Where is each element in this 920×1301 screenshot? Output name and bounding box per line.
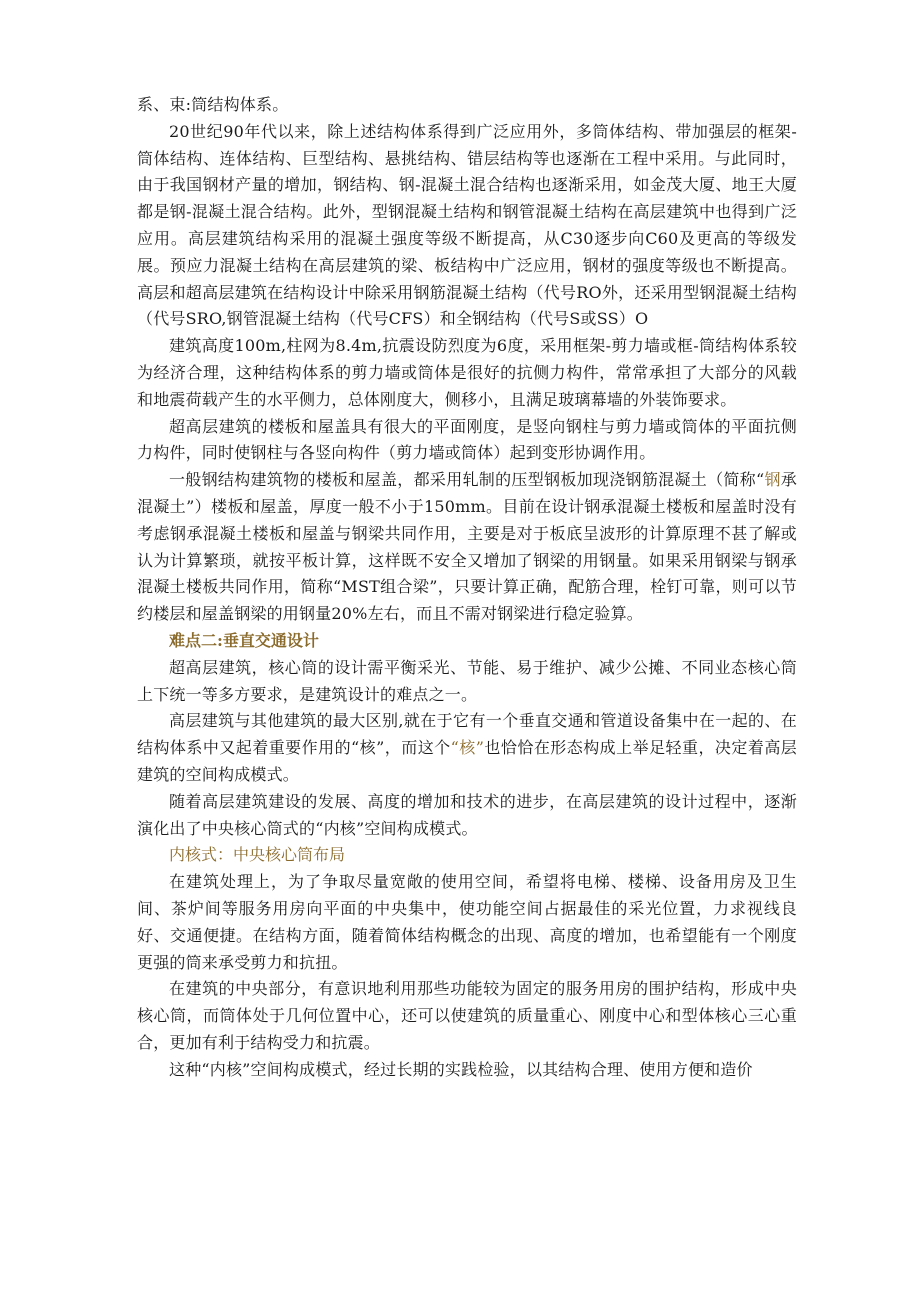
paragraph-5-text-b: 承混凝土”）楼板和屋盖，厚度一般不小于150mm。目前在设计钢承混凝土楼板和屋盖时没有考虑钢承混凝土楼板和屋盖与钢梁共同作用，主要是对于板底呈波形的计算原理不甚了解或认为计算繁琐，就按平板计算，这样既不安全又增加了钢梁的用钢量。如果采用钢梁与钢承混凝土楼板共同作用，简称“MST组合梁”，只要计算正确，配筋合理，栓钉可靠，则可以节约楼层和屋盖钢梁的用钢量20%左右，而且不需对钢梁进行稳定验算。 xyxy=(137,470,797,624)
paragraph-3: 建筑高度100m,柱网为8.4m,抗震设防烈度为6度，采用框架-剪力墙或框-筒结构体系较为经济合理，这种结构体系的剪力墙或筒体是很好的抗侧力构件，常常承担了大部分的风载和地震荷载产生的水平侧力，总体刚度大，侧移小，且满足玻璃幕墙的外装饰要求。 xyxy=(137,336,797,409)
paragraph-6: 超高层建筑，核心筒的设计需平衡采光、节能、易于维护、减少公摊、不同业态核心筒上下统一等多方要求，是建筑设计的难点之一。 xyxy=(137,657,797,704)
paragraph-7-accent: “核” xyxy=(450,738,485,758)
document-page xyxy=(137,92,797,1083)
paragraph-5-text-a: 一般钢结构建筑物的楼板和屋盖，都采用轧制的压型钢板加现浇钢筋混凝土（简称“ xyxy=(169,470,765,490)
paragraph-2: 20世纪90年代以来，除上述结构体系得到广泛应用外，多筒体结构、带加强层的框架-筒体结构、连体结构、巨型结构、悬挑结构、错层结构等也逐渐在工程中采用。与此同时，由于我国钢材产量的增加，钢结构、钢-混凝土混合结构也逐渐采用，如金茂大厦、地王大厦都是钢-混凝土混合结构。此外，型钢混凝土结构和钢管混凝土结构在高层建筑中也得到广泛应用。高层建筑结构采用的混凝土强度等级不断提高，从C30逐步向C60及更高的等级发展。预应力混凝土结构在高层建筑的梁、板结构中广泛应用，钢材的强度等级也不断提高。高层和超高层建筑在结构设计中除采用钢筋混凝土结构（代号RO外，还采用型钢混凝土结构（代号SRO,钢管混凝土结构（代号CFS）和全钢结构（代号S或SS）O xyxy=(137,121,797,329)
paragraph-11: 这种“内核”空间构成模式，经过长期的实践检验，以其结构合理、使用方便和造价 xyxy=(169,1059,753,1079)
paragraph-5-accent: 钢 xyxy=(764,470,781,490)
paragraph-8: 随着高层建筑建设的发展、高度的增加和技术的进步，在高层建筑的设计过程中，逐渐演化出了中央核心筒式的“内核”空间构成模式。 xyxy=(137,791,797,838)
paragraph-5 xyxy=(137,467,797,628)
paragraph-9: 在建筑处理上，为了争取尽量宽敞的使用空间，希望将电梯、楼梯、设备用房及卫生间、茶炉间等服务用房向平面的中央集中，使功能空间占据最佳的采光位置，力求视线良好、交通便捷。在结构方面，随着简体结构概念的出现、高度的增加，也希望能有一个刚度更强的筒来承受剪力和抗扭。 xyxy=(137,872,797,972)
paragraph-7-text-a: 高层建筑与其他建筑的最大区别,就在于它有一个垂直交通和管道设备集中在一起的、在结构体系中又起着重要作用的“核”，而这个 xyxy=(137,711,797,758)
section-heading-vertical-transport: 难点二:垂直交通设计 xyxy=(169,630,319,650)
paragraph-1: 系、束:筒结构体系。 xyxy=(137,95,289,114)
section-heading-core-layout: 内核式：中央核心筒布局 xyxy=(169,845,346,865)
paragraph-4: 超高层建筑的楼板和屋盖具有很大的平面刚度，是竖向钢柱与剪力墙或筒体的平面抗侧力构件，同时使钢柱与各竖向构件（剪力墙或筒体）起到变形协调作用。 xyxy=(137,416,797,463)
paragraph-10: 在建筑的中央部分，有意识地利用那些功能较为固定的服务用房的围护结构，形成中央核心筒，而筒体处于几何位置中心，还可以使建筑的质量重心、刚度中心和型体核心三心重合，更加有利于结构受力和抗震。 xyxy=(137,979,797,1052)
paragraph-7-text-b: 也恰恰在形态构成上举足轻重，决定着高层建筑的空间构成模式。 xyxy=(137,738,797,784)
paragraph-7 xyxy=(137,708,797,788)
